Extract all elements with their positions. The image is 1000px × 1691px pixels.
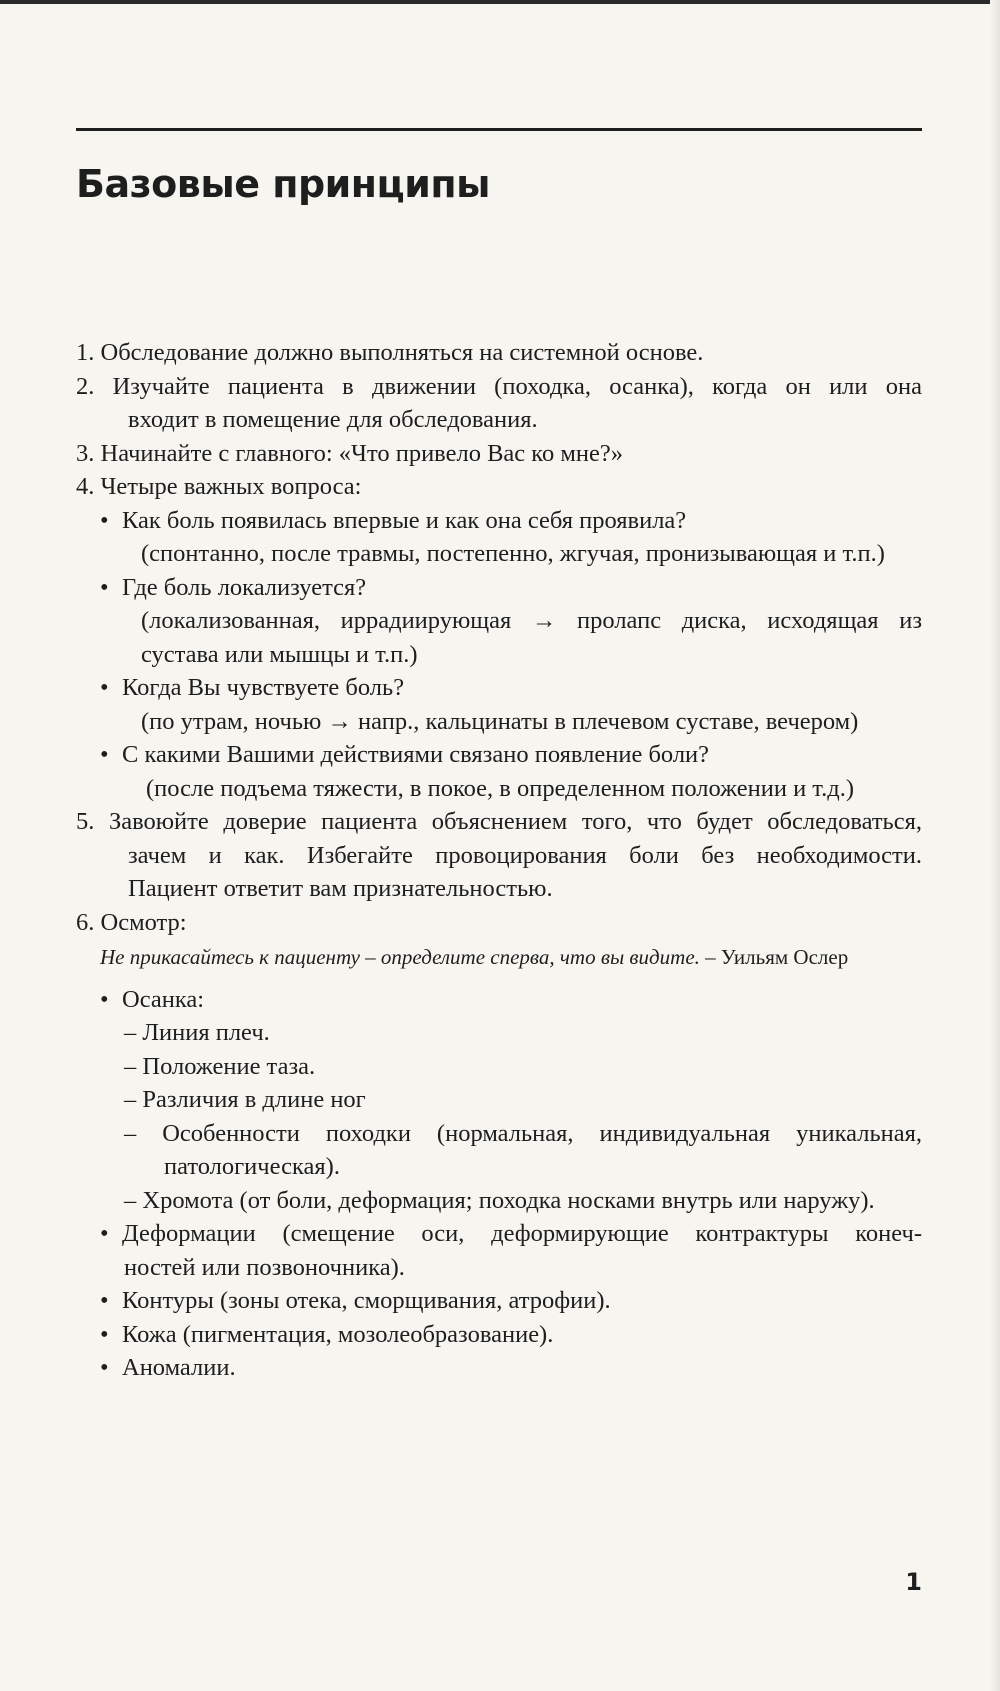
bullet-icon: • bbox=[100, 573, 109, 601]
posture-pelvis: – Положение таза. bbox=[124, 1052, 316, 1080]
page-number: 1 bbox=[905, 1568, 922, 1596]
inspection-contours bbox=[76, 1284, 922, 1318]
question-4-text: С какими Вашими действиями связано появление боли? bbox=[122, 741, 710, 768]
list-item-4: 4. Четыре важных вопроса: bbox=[76, 473, 362, 500]
header-rule bbox=[76, 128, 922, 131]
question-2-note-continuation: сустава или мышцы и т.п.) bbox=[141, 640, 418, 668]
bullet-icon: • bbox=[100, 1287, 109, 1314]
list-item-6: 6. Осмотр: bbox=[76, 908, 187, 936]
bullet-icon: • bbox=[100, 674, 109, 701]
scan-edge-right bbox=[990, 0, 1000, 1691]
bullet-icon: • bbox=[100, 1354, 109, 1381]
inspection-anomalies bbox=[76, 1351, 922, 1385]
question-3-note: (по утрам, ночью → напр., кальцинаты в плечевом суставе, вечером) bbox=[141, 707, 859, 735]
question-4-note: (после подъема тяжести, в покое, в определенном положении и т.д.) bbox=[146, 774, 855, 802]
posture-gait-continuation: патологическая). bbox=[164, 1153, 340, 1180]
epigraph-quote bbox=[76, 941, 922, 975]
page-body bbox=[76, 336, 922, 1385]
list-item-5-continuation-2: Пациент ответит вам признательностью. bbox=[128, 875, 553, 902]
inspection-deformities-text: Деформации (смещение оси, деформирующие контрактуры конеч- bbox=[122, 1220, 922, 1247]
question-1 bbox=[76, 504, 922, 538]
inspection-posture bbox=[76, 983, 922, 1017]
posture-leg-length: – Различия в длине ног bbox=[124, 1086, 366, 1113]
list-item-2-continuation: входит в помещение для обследования. bbox=[128, 406, 538, 433]
list-item-3: 3. Начинайте с главного: «Что привело Вас ко мне?» bbox=[76, 439, 623, 467]
question-1-note: (спонтанно, после травмы, постепенно, жгучая, пронизывающая и т.п.) bbox=[141, 540, 885, 567]
list-item-1: 1. Обследование должно выполняться на системной основе. bbox=[76, 339, 704, 366]
chapter-title: Базовые принципы bbox=[76, 162, 490, 206]
quote-text: Не прикасайтесь к пациенту – определите сперва, что вы видите. bbox=[100, 945, 700, 969]
question-4 bbox=[76, 738, 922, 772]
posture-limp: – Хромота (от боли, деформация; походка носками внутрь или наружу). bbox=[124, 1186, 875, 1214]
question-2 bbox=[76, 571, 922, 605]
question-3-text: Когда Вы чувствуете боль? bbox=[122, 674, 405, 701]
book-page bbox=[76, 0, 922, 1691]
inspection-contours-text: Контуры (зоны отека, сморщивания, атрофии). bbox=[122, 1287, 611, 1314]
quote-author: – Уильям Ослер bbox=[699, 945, 849, 969]
posture-gait: – Особенности походки (нормальная, индивидуальная уникальная, bbox=[124, 1119, 922, 1147]
question-2-text: Где боль локализуется? bbox=[122, 573, 367, 601]
bullet-icon: • bbox=[100, 1220, 109, 1247]
list-item-2: 2. Изучайте пациента в движении (походка, осанка), когда он или она bbox=[76, 372, 922, 400]
list-item-5-continuation: зачем и как. Избегайте провоцирования боли без необходимости. bbox=[128, 841, 922, 869]
question-2-note: (локализованная, иррадиирующая → пролапс диска, исходящая из bbox=[141, 607, 922, 634]
question-1-text: Как боль появилась впервые и как она себя проявила? bbox=[122, 506, 687, 534]
question-3 bbox=[76, 671, 922, 705]
posture-shoulders: – Линия плеч. bbox=[124, 1019, 270, 1046]
bullet-icon: • bbox=[100, 985, 109, 1013]
list-item-5: 5. Завоюйте доверие пациента объяснением того, что будет обследоваться, bbox=[76, 808, 922, 835]
bullet-icon: • bbox=[100, 506, 109, 534]
inspection-anomalies-text: Аномалии. bbox=[122, 1354, 236, 1381]
inspection-deformities bbox=[76, 1217, 922, 1251]
inspection-posture-text: Осанка: bbox=[122, 985, 205, 1013]
inspection-skin-text: Кожа (пигментация, мозолеобразование). bbox=[122, 1320, 554, 1348]
inspection-skin bbox=[76, 1318, 922, 1352]
bullet-icon: • bbox=[100, 1320, 109, 1348]
inspection-deformities-continuation: ностей или позвоночника). bbox=[124, 1253, 405, 1281]
bullet-icon: • bbox=[100, 741, 109, 768]
